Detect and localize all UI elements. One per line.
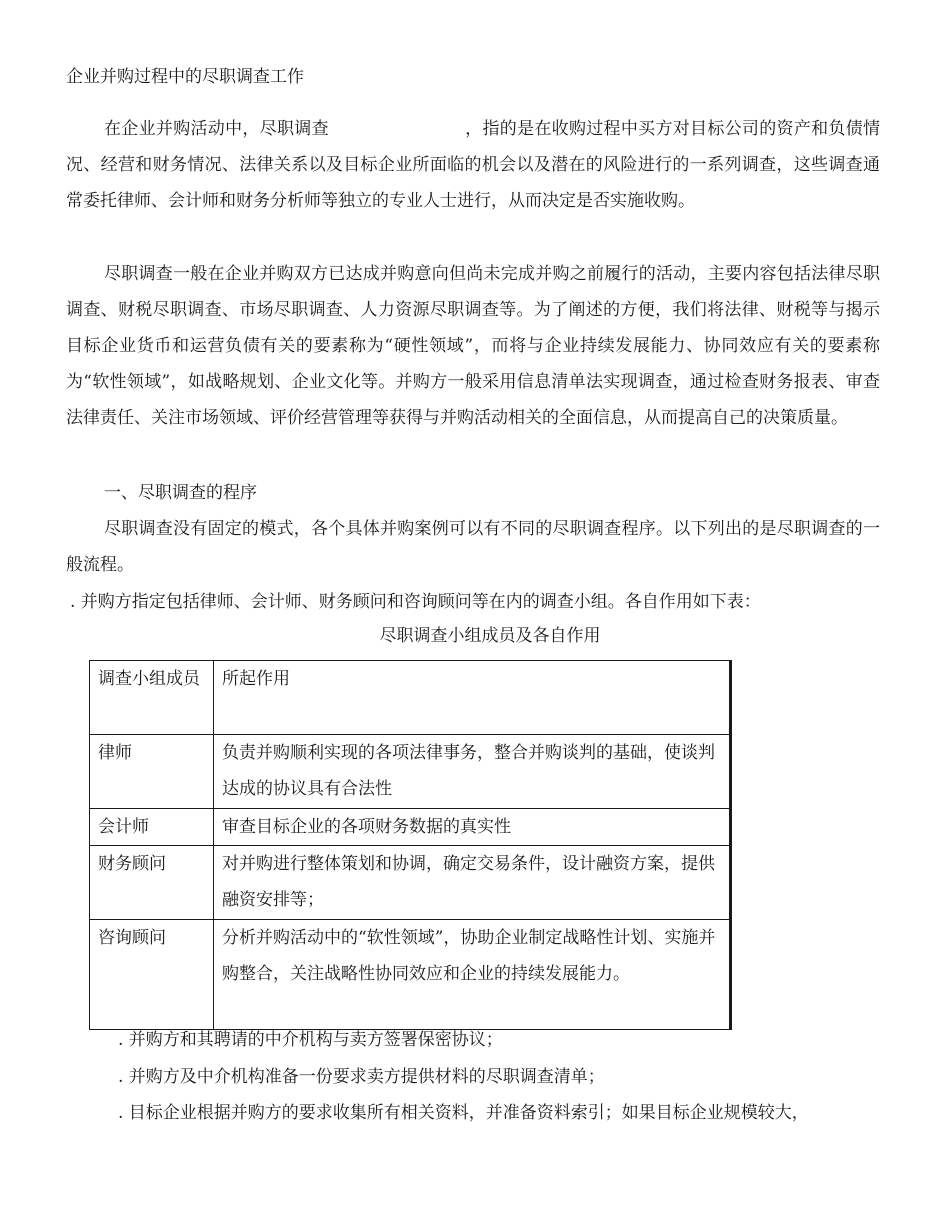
table-cell-member: 咨询顾问 — [90, 920, 214, 1030]
table-row — [90, 846, 731, 920]
table-cell-role: 审查目标企业的各项财务数据的真实性 — [214, 809, 731, 846]
table-header-row — [90, 661, 731, 735]
paragraph-intro-part2: ，指的是在收购过程中买方对目标公司的资产和负债情况、经营和财务情况、法律关系以及目标企业所面临的机会以及潜在的风险进行的一系列调查，这些调查通常委托律师、会计师和财务分析师等独立的专业人士进行，从而决定是否实施收购。 — [66, 119, 881, 211]
section-heading-procedure: 一、尽职调查的程序 — [104, 483, 257, 503]
table-cell-member: 律师 — [90, 735, 214, 809]
list-item-confidentiality: . 并购方和其聘请的中介机构与卖方签署保密协议； — [118, 1030, 503, 1050]
paragraph-scope: 尽职调查一般在企业并购双方已达成并购意向但尚未完成并购之前履行的活动，主要内容包括法律尽职调查、财税尽职调查、市场尽职调查、人力资源尽职调查等。为了阐述的方便，我们将法律、财税等与揭示目标企业货币和运营负债有关的要素称为“硬性领域”，而将与企业持续发展能力、协同效应有关的要素称为“软性领域”，如战略规划、企业文化等。并购方一般采用信息清单法实现调查，通过检查财务报表、审查法律责任、关注市场领域、评价经营管理等获得与并购活动相关的全面信息，从而提高自己的决策质量。 — [66, 264, 880, 428]
list-item-materials: . 目标企业根据并购方的要求收集所有相关资料，并准备资料索引；如果目标企业规模较大， — [118, 1103, 809, 1123]
table-header-cell: 所起作用 — [214, 661, 731, 735]
table-row — [90, 920, 731, 1030]
table-cell-role: 分析并购活动中的“软性领域”，协助企业制定战略性计划、实施并购整合，关注战略性协同效应和企业的持续发展能力。 — [214, 920, 731, 1030]
table-cell-role: 对并购进行整体策划和协调，确定交易条件，设计融资方案，提供融资安排等； — [214, 846, 731, 920]
list-item-checklist: . 并购方及中介机构准备一份要求卖方提供材料的尽职调查清单； — [118, 1067, 605, 1087]
table-cell-member: 财务顾问 — [90, 846, 214, 920]
table-header-cell: 调查小组成员 — [90, 661, 214, 735]
paragraph-procedure: 尽职调查没有固定的模式，各个具体并购案例可以有不同的尽职调查程序。以下列出的是尽职调查的一般流程。 — [66, 519, 880, 575]
table-cell-role: 负责并购顺利实现的各项法律事务，整合并购谈判的基础，使谈判达成的协议具有合法性 — [214, 735, 731, 809]
paragraph-intro-part1: 在企业并购活动中，尽职调查 — [104, 119, 329, 139]
paragraph-intro — [66, 111, 880, 219]
team-roles-table — [89, 660, 732, 1030]
table-row — [90, 735, 731, 809]
list-item-team: . 并购方指定包括律师、会计师、财务顾问和咨询顾问等在内的调查小组。各自作用如下表： — [70, 592, 761, 612]
table-row — [90, 809, 731, 846]
table-caption: 尽职调查小组成员及各自作用 — [379, 626, 601, 646]
table-cell-member: 会计师 — [90, 809, 214, 846]
document-title: 企业并购过程中的尽职调查工作 — [66, 67, 304, 87]
